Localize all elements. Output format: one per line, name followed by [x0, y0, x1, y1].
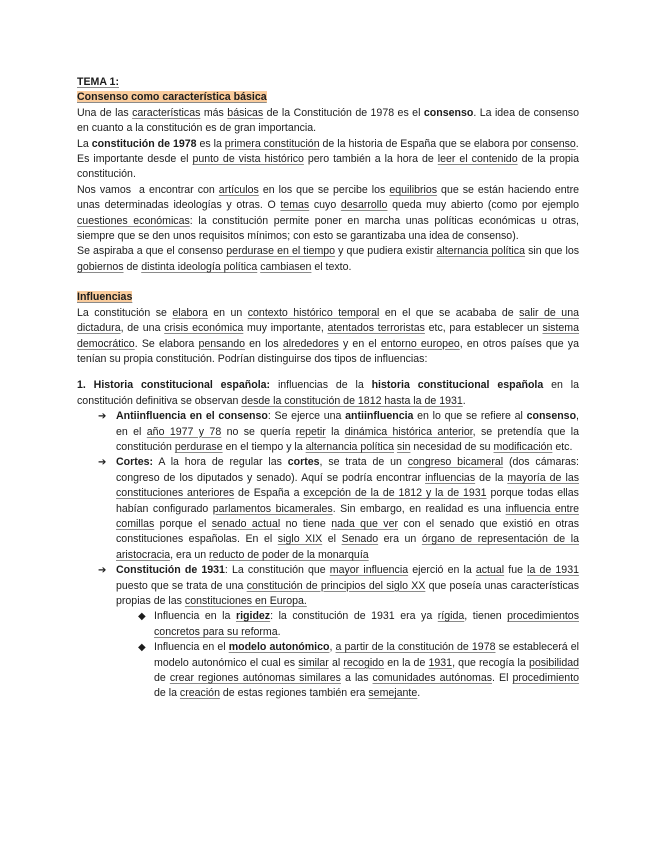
historia-intro: 1. Historia constitucional española: influencias de la historia constitucional española en la constitución definitiva se observan desde la constitución de 1812 hasta la de 1931.: [77, 379, 580, 407]
arrow-bullet-icon: ➔: [98, 457, 107, 469]
tema-title: TEMA 1:: [77, 76, 119, 88]
arrow-item-constitucion-1931: ➔ Constitución de 1931: La constitución que mayor influencia ejerció en la actual fue la de 1931 puesto que se trata de una constitución de principios del siglo XX que poseía unas características propias de las constituciones en Europa.: [98, 564, 579, 607]
diamond-item-rigidez: ◆ Influencia en la rigidez: la constitución de 1931 era ya rígida, tienen procedimientos concretos para su reforma.: [138, 610, 579, 638]
consenso-p2: La constitución de 1978 es la primera constitución de la historia de España que se elabora por consenso.: [77, 137, 579, 150]
influencias-heading: Influencias: [77, 291, 133, 304]
arrow-bullet-icon: ➔: [98, 565, 107, 577]
consenso-p3: Es importante desde el punto de vista histórico pero también a la hora de leer el contenido de la propia constitución.: [77, 153, 580, 181]
consenso-p5: Se aspiraba a que el consenso perdurase en el tiempo y que pudiera existir alternancia política sin que los gobiernos de distinta ideología política cambiasen el texto.: [77, 245, 580, 273]
arrow-item-cortes: ➔ Cortes: A la hora de regular las cortes, se trata de un congreso bicameral (dos cámaras: congreso de los diputados y senado). Aquí se podría encontrar influencias de la mayoría de las constituciones anteriores de España a excepción de la de 1812 y la de 1931 porque todas ellas habían configurado parlamentos bicamerales. Sin embargo, en realidad es una influencia entre comillas porque el senado actual no tiene nada que ver con el senado que existió en otras constituciones españolas. En el siglo XIX el Senado era un órgano de representación de la aristocracia, era un reducto de poder de la monarquía: [98, 456, 580, 561]
document-page: [77, 75, 579, 702]
diamond-bullet-icon: ◆: [138, 611, 146, 623]
consenso-heading: Consenso como característica básica: [77, 91, 267, 104]
arrow-bullet-icon: ➔: [98, 411, 107, 423]
consenso-p1: Una de las características más básicas de la Constitución de 1978 es el consenso. La idea de consenso en cuanto a la constitución es de gran importancia.: [77, 106, 579, 135]
arrow-item-antiinfluencia: ➔ Antiinfluencia en el consenso: Se ejerce una antiinfluencia en lo que se refiere al consenso, en el año 1977 y 78 no se quería repetir la dinámica histórica anterior, se pretendía que la constitución perdurase en el tiempo y la alternancia política sin necesidad de su modificación etc.: [98, 410, 579, 453]
consenso-p4: Nos vamos a encontrar con artículos en los que se percibe los equilibrios que se están haciendo entre unas determinadas ideologías y otras. O temas cuyo desarrollo queda muy abierto (como por ejemplo cuestiones económicas: la constitución permite poner en marcha unas políticas económicas u otras, siempre que se den unos requisitos mínimos; con esto se garantizaba una idea de consenso).: [77, 183, 579, 243]
diamond-bullet-icon: ◆: [138, 642, 146, 654]
influencias-intro: La constitución se elabora en un contexto histórico temporal en el que se acababa de salir de una dictadura, de una crisis económica muy importante, atentados terroristas etc, para establecer un sistema democrático. Se elabora pensando en los alrededores y en el entorno europeo, en otros países que ya tenían su propia constitución. Podrían distinguirse dos tipos de influencias:: [77, 306, 580, 365]
diamond-item-modelo-autonomico: ◆ Influencia en el modelo autonómico, a partir de la constitución de 1978 se establecerá el modelo autonómico el cual es similar al recogido en la de 1931, que recogía la posibilidad de crear regiones autónomas similares a las comunidades autónomas. El procedimiento de la creación de estas regiones también era semejante.: [138, 641, 580, 700]
